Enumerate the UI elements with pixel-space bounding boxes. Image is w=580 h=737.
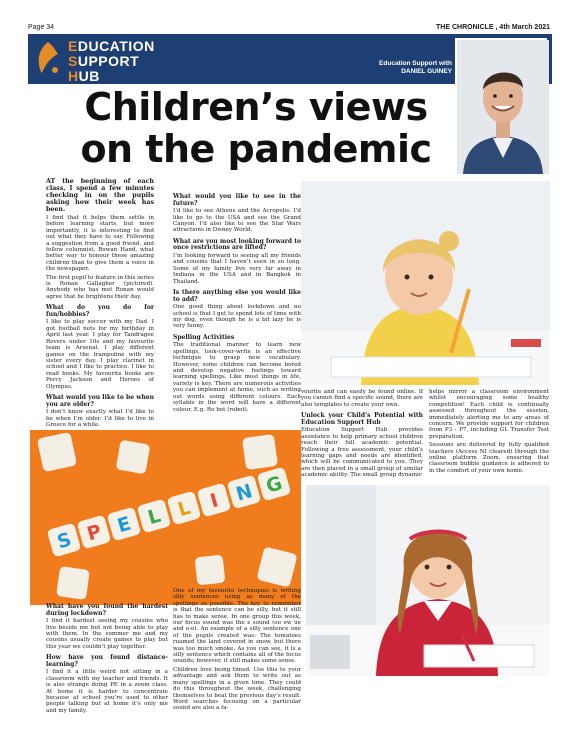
page-number: Page 34	[28, 24, 55, 31]
photo-toddler-drawing	[301, 181, 550, 385]
svg-text:N: N	[233, 480, 255, 506]
body-paragraph: The traditional manner to learn new spellings, look-cover-write is an effective technique to grasp new vocabulary. However, some children can become bored and develop negative feelings toward learning spellings. Like most things in life, variety is key. There are numerous activities you can implement at home, such as writing out words using different colours. Each syllable in the word will have a different colour. E.g. Ro bot (robot).	[173, 342, 301, 413]
svg-text:E: E	[115, 512, 134, 538]
photo-spelling-dice	[30, 430, 301, 605]
publication-dateline: THE CHRONICLE , 4th March 2021	[436, 24, 550, 31]
svg-text:G: G	[263, 472, 285, 498]
section-subheading: Unlock your Child’s Potential with Education Support Hub	[301, 412, 423, 426]
author-portrait	[455, 38, 547, 172]
question-heading: How have you found distance-learning?	[46, 654, 168, 668]
body-paragraph: vourite and can easily be found online. If you cannot find a specific sound, there are also templates to create your own.	[301, 389, 423, 408]
body-paragraph: Education Support Hub provides assistance to help primary school children reach their full academic potential. Following a free assessment, your child’s learning gaps and needs are identified, which will be communicated to you. They are then placed in a small group of similar academic ability. The small group dynamic	[301, 427, 423, 479]
question-heading: What would you like to be when you are older?	[46, 393, 154, 408]
leaf-logo-icon	[34, 40, 62, 80]
byline-author: DANIEL GUINEY	[401, 68, 452, 75]
photo-girl-writing	[306, 485, 550, 676]
body-paragraph: Children love being timed. Use this to your advantage and ask them to write out as many spellings in a given time. They could do this throughout the week, challenging themselves to beat the previous day’s result. Word searches focusing on a particular sound are also a fa-	[173, 666, 301, 712]
article-column-5	[46, 604, 168, 734]
question-heading: What are you most looking forward to once restrictions are lifted?	[173, 237, 301, 252]
question-heading: Is there anything else you would like to add?	[173, 289, 301, 303]
byline-intro: Education Support with	[379, 60, 452, 67]
answer-paragraph: I’d like to see Athens and the Acropolis. I’d like to go to the USA and see the Grand Canyon. I’d also like to see the Star Wars attractions in Disney World.	[173, 208, 301, 234]
columnist-byline	[330, 60, 452, 76]
article-column-2	[173, 194, 301, 442]
article-column-4	[429, 389, 549, 485]
svg-text:P: P	[84, 520, 105, 546]
section-subheading: Spelling Activities	[173, 333, 235, 341]
question-heading: What have you found the hardest during lockdown?	[46, 603, 168, 617]
svg-text:S: S	[54, 528, 74, 554]
article-headline: Children’s views on the pandemic	[80, 85, 432, 171]
svg-text:I: I	[207, 489, 221, 513]
article-column-6	[173, 588, 301, 734]
svg-text:L: L	[145, 504, 164, 530]
lead-paragraph: AT the beginning of each class, I spend a few minutes checking in on the pupils asking how their week has been.	[46, 178, 154, 213]
body-paragraph: One of my favourite techniques is writing silly sentences using as many of the spellings as possible. The key to remember is that the sentence can be silly, but it still has to make sense. In one group this week, our focus sound was the z sound (oo ew ue and o-e). An example of a silly sentence one of the pupils created was: The tomatoes roamed the land covered in snow, but there was too much smoke. As you can see, it is a silly sentence which contains all of the focus sounds; however, it still makes some sense.	[173, 588, 301, 665]
answer-paragraph: One good thing about lockdown and no school is that I get to spend lots of time with my dog, even though he is a bit lazy he is very funny.	[173, 304, 301, 330]
body-paragraph: I find that it helps them settle in before learning starts, but more importantly, it is interesting to find out what they have to say. Following a suggestion from a good friend, and fellow columnist, Rowan Hand, what better way to honour these amazing children than to give them a voice in the newspaper.	[46, 215, 154, 273]
article-column-1	[46, 178, 154, 440]
answer-paragraph: I don’t know exactly what I’d like to be when I’m older. I’d like to live in Greece for a while.	[46, 409, 154, 428]
svg-text:L: L	[175, 496, 194, 522]
answer-paragraph: I find it hardest seeing my cousins who live beside me but not being able to play with them. In the summer me and my cousins usually create games to play but this year we couldn’t play together.	[46, 618, 168, 650]
answer-paragraph: I’m looking forward to seeing all my friends and cousins that I haven’t seen in so long. Some of my family live very far away in Indiana in the USA and in Bangkok in Thailand.	[173, 253, 301, 285]
question-heading: What would you like to see in the future?	[173, 193, 301, 207]
answer-paragraph: I find it a little weird not sitting in a classroom with my teacher and friends. It is also strange doing PE in a zoom class. At home it is harder to concentrate because at school you’re used to other people talking but at home it’s only me and my family.	[46, 669, 168, 714]
answer-paragraph: I like to play soccer with my Dad. I got football nets for my birthday in April last year. I play for Tandragee Rovers under 10s and my favourite team is Arsenal. I play different games on the trampoline with my sister every day. I play clarinet in school and I like to practice. I like to read books. My favourite books are Percy Jackson and Heroes of Olympus.	[46, 319, 154, 390]
body-paragraph: helps mirror a classroom environment whilst encouraging some healthy competition! Each child is continually assessed throughout the session, immediately alerting me to any areas of concern. We provide support for children from P3 - P7, including GL Transfer Test preparation.	[429, 389, 549, 440]
question-heading: What do you do for fun/hobbies?	[46, 304, 154, 318]
education-support-hub-logo: EDUCATION SUPPORT HUB	[68, 38, 155, 84]
article-column-3	[301, 389, 423, 489]
body-paragraph: The first pupil to feature in this series is Ronan Gallagher (pictured). Anybody who has met Ronan would agree that he brightens their day.	[46, 274, 154, 300]
body-paragraph: Sessions are delivered by fully qualified teachers (Access NI cleared) through the online platform Zoom, ensuring that classroom bubble guidance is adhered to in the comfort of your own home.	[429, 442, 549, 474]
